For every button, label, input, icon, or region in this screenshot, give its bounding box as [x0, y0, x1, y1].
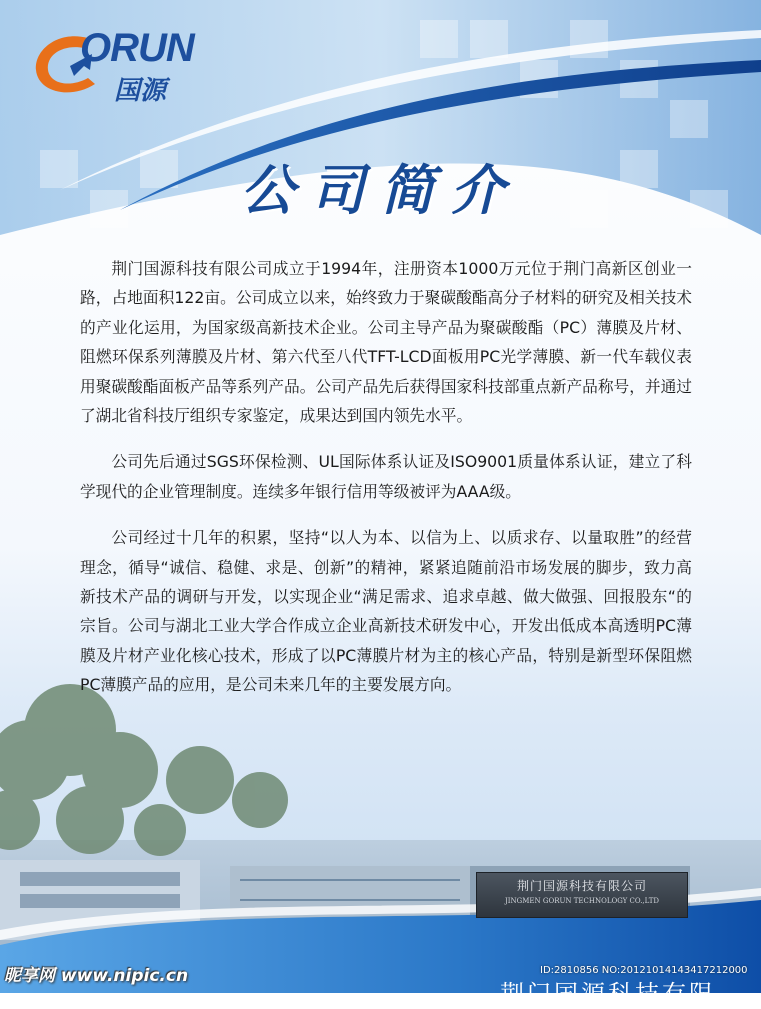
- site-watermark: 昵享网 www.nipic.cn: [4, 966, 189, 986]
- page-title: 公司简介: [240, 158, 521, 222]
- intro-paragraph-1: 荆门国源科技有限公司成立于1994年，注册资本1000万元位于荆门高新区创业一路，占地面积122亩。公司成立以来，始终致力于聚碳酸酯高分子材料的研究及相关技术的产业化运用，为国家级高新技术企业。公司主导产品为聚碳酸酯（PC）薄膜及片材、阻燃环保系列薄膜及片材、第六代至八代TFT-LCD面板用PC光学薄膜、新一代车载仪表用聚碳酸酯面板产品等系列产品。公司产品先后获得国家科技部重点新产品称号，并通过了湖北省科技厅组织专家鉴定，成果达到国内领先水平。: [80, 259, 692, 426]
- intro-paragraph-3: 公司经过十几年的积累，坚持“以人为本、以信为上、以质求存、以量取胜”的经营理念，循导“诚信、稳健、求是、创新”的精神，紧紧追随前沿市场发展的脚步，致力高新技术产品的调研与开发，以实现企业“满足需求、追求卓越、做大做强、回报股东“的宗旨。公司与湖北工业大学合作成立企业高新技术研发中心，开发出低成本高透明PC薄膜及片材产业化核心技术，形成了以PC薄膜片材为主的核心产品，特别是新型环保阻燃PC薄膜产品的应用，是公司未来几年的主要发展方向。: [80, 528, 692, 695]
- intro-paragraph-2: 公司先后通过SGS环保检测、UL国际体系认证及ISO9001质量体系认证，建立了科学现代的企业管理制度。连续多年银行信用等级被评为AAA级。: [80, 452, 692, 501]
- footer-company-name: 荆门国源科技有限: [500, 980, 716, 1008]
- logo-text-en: ORUN: [80, 26, 194, 70]
- company-logo: [22, 22, 222, 112]
- building-sign-cn: 荆门国源科技有限公司: [516, 879, 647, 893]
- image-id-text: ID:2810856 NO:20121014143417212000: [540, 965, 748, 976]
- company-intro-text: [80, 254, 692, 717]
- building-sign: [476, 872, 688, 918]
- building-sign-en: JINGMEN GORUN TECHNOLOGY CO.,LTD: [504, 897, 660, 905]
- logo-text-cn: 国源: [114, 76, 167, 106]
